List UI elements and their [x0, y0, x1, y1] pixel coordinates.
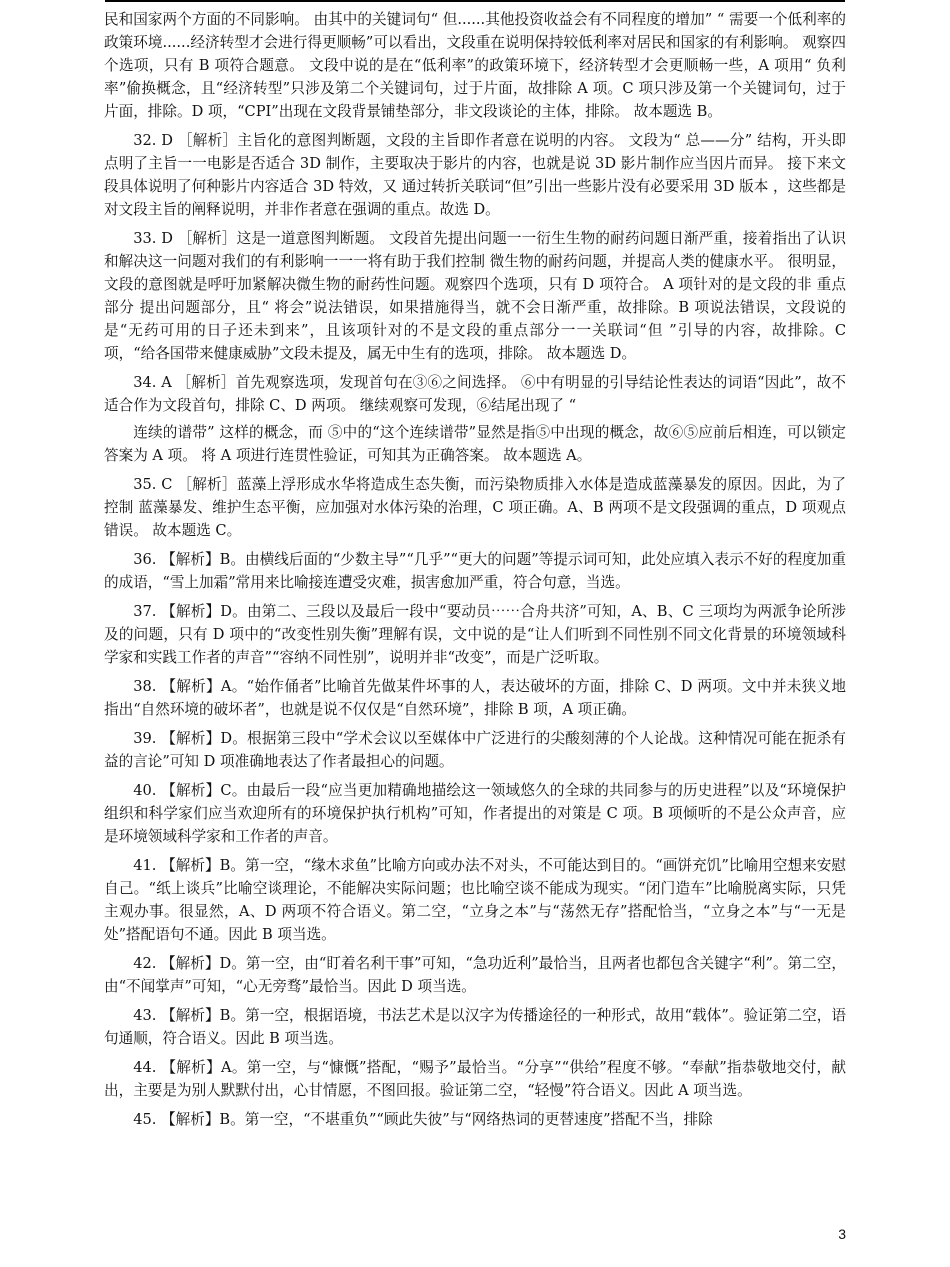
page-body — [104, 8, 846, 1137]
answer-34-continued: 连续的谱带” 这样的概念，而 ⑤中的“这个连续谱带”显然是指⑤中出现的概念，故⑥⑤应前后相连，可以锁定答案为 A 项。 将 A 项进行连贯性验证，可知其为正确答案。 故本题选 A。 — [104, 424, 846, 464]
answer-44: 44. 【解析】A。第一空，与“慷慨”搭配，“赐予”最恰当。“分享”“供给”程度不够。“奉献”指恭敬地交付，献出，主要是为别人默默付出，心甘情愿，不图回报。验证第二空，“轻慢”符合语义。因此 A 项当选。 — [104, 1059, 846, 1099]
answer-39: 39. 【解析】D。根据第三段中“学术会议以至媒体中广泛进行的尖酸刻薄的个人论战。这种情况可能在扼杀有益的言论”可知 D 项准确地表达了作者最担心的问题。 — [104, 730, 846, 770]
answer-40: 40. 【解析】C。由最后一段“应当更加精确地描绘这一领域悠久的全球的共同参与的历史进程”以及“环境保护组织和科学家们应当欢迎所有的环境保护执行机构”可知，作者提出的对策是 C 项。B 项倾听的不是公众声音，应是环境领域科学家和工作者的声音。 — [104, 782, 846, 845]
answer-42: 42. 【解析】D。第一空，由“盯着名利干事”可知，“急功近利”最恰当，且两者也都包含关键字“利”。第二空，由“不闻掌声”可知，“心无旁骛”最恰当。因此 D 项当选。 — [104, 955, 846, 995]
answer-36: 36. 【解析】B。由横线后面的“少数主导”“几乎”“更大的问题”等提示词可知，此处应填入表示不好的程度加重的成语，“雪上加霜”常用来比喻接连遭受灾难，损害愈加严重，符合句意，当选。 — [104, 551, 846, 591]
page-number: 3 — [838, 1226, 846, 1242]
answer-41: 41. 【解析】B。第一空，“缘木求鱼”比喻方向或办法不对头，不可能达到目的。“画饼充饥”比喻用空想来安慰自己。“纸上谈兵”比喻空谈理论，不能解决实际问题；也比喻空谈不能成为现实。“闭门造车”比喻脱离实际，只凭主观办事。很显然，A、D 两项不符合语义。第二空，“立身之本”与“荡然无存”搭配恰当，“立身之本”与“一无是处”搭配语句不通。因此 B 项当选。 — [104, 857, 846, 943]
answer-32: 32. D ［解析］主旨化的意图判断题，文段的主旨即作者意在说明的内容。 文段为“ 总——分” 结构，开头即点明了主旨一一电影是否适合 3D 制作，主要取决于影片的内容，也就是说 3D 影片制作应当因片而异。 接下来文段具体说明了何种影片内容适合 3D 特效，又 通过转折关联词“但”引出一些影片没有必要采用 3D 版本 ，这些都是对文段主旨的阐释说明，并非作者意在强调的重点。故选 D。 — [104, 132, 846, 218]
answer-38: 38. 【解析】A。“始作俑者”比喻首先做某件坏事的人，表达破坏的方面，排除 C、D 两项。文中并未狭义地指出“自然环境的破坏者”，也就是说不仅仅是“自然环境”，排除 B 项，A 项正确。 — [104, 678, 846, 718]
paragraph-continuation-31: 民和国家两个方面的不同影响。 由其中的关键词句“ 但......其他投资收益会有不同程度的增加” “ 需要一个低利率的政策环境......经济转型才会进行得更顺畅”可以看出，文段重在说明保持较低利率对居民和国家的有利影响。 观察四个选项，只有 B 项符合题意。 文段中说的是在“低利率”的政策环境下，经济转型才会更顺畅一些，A 项用“ 负利率”偷换概念，且“经济转型”只涉及第二个关键词句，过于片面，故排除 A 项。C 项只涉及第一个关键词句，过于片面，排除。D 项，“CPI”出现在文段背景铺垫部分，非文段谈论的主体，排除。 故本题选 B。 — [104, 11, 846, 120]
answer-35: 35. C ［解析］蓝藻上浮形成水华将造成生态失衡，而污染物质排入水体是造成蓝藻暴发的原因。因此，为了控制 蓝藻暴发、维护生态平衡，应加强对水体污染的治理，C 项正确。A、B 两项不是文段强调的重点，D 项观点错误。 故本题选 C。 — [104, 476, 846, 539]
answer-34: 34. A ［解析］首先观察选项，发现首句在③⑥之间选择。 ⑥中有明显的引导结论性表达的词语“因此”，故不适合作为文段首句，排除 C、D 两项。 继续观察可发现，⑥结尾出现了 “ — [104, 374, 846, 414]
answer-45: 45. 【解析】B。第一空，“不堪重负”“顾此失彼”与“网络热词的更替速度”搭配不当，排除 — [133, 1111, 713, 1128]
answer-33: 33. D ［解析］这是一道意图判断题。 文段首先提出问题一一衍生生物的耐药问题日渐严重，接着指出了认识和解决这一问题对我们的有利影响一一一将有助于我们控制 微生物的耐药问题，并提高人类的健康水平。 很明显，文段的意图就是呼吁加紧解决微生物的耐药性问题。观察四个选项，只有 D 项符合。 A 项针对的是文段的非 重点部分 提出问题部分，且“ 将会”说法错误，如果措施得当，就不会日渐严重，故排除。B 项说法错误，文段说的是“无药可用的日子还未到来”，且该项针对的不是文段的重点部分一一关联词“但 ”引导的内容，故排除。C 项，“给各国带来健康威胁”文段未提及，属无中生有的选项，排除。 故本题选 D。 — [104, 230, 846, 362]
answer-43: 43. 【解析】B。第一空，根据语境，书法艺术是以汉字为传播途径的一种形式，故用“载体”。验证第二空，语句通顺，符合语义。因此 B 项当选。 — [104, 1007, 846, 1047]
header-rule — [105, 0, 845, 2]
answer-37: 37. 【解析】D。由第二、三段以及最后一段中“要动员⋯⋯合舟共济”可知，A、B、C 三项均为两派争论所涉及的问题，只有 D 项中的“改变性别失衡”理解有误，文中说的是“让人们听到不同性别不同文化背景的环境领域科学家和实践工作者的声音”“容纳不同性别”，说明并非“改变”，而是广泛听取。 — [104, 603, 846, 666]
